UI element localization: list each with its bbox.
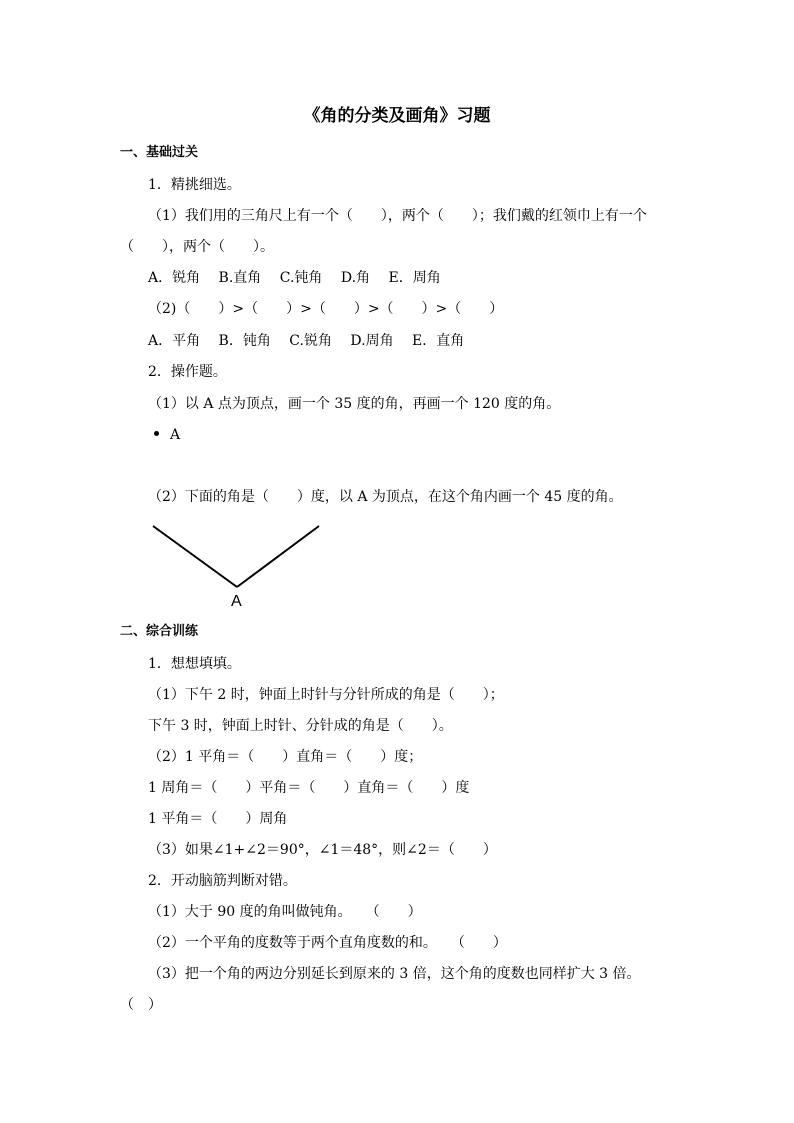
answer-options: A．锐角 B.直角 C.钝角 D.角 E．周角 xyxy=(148,270,441,286)
question-text: （1）下午 2 时，钟面上时针与分针所成的角是（ ）； xyxy=(148,687,504,703)
question-text: （2）1 平角＝（ ）直角＝（ ）度； xyxy=(148,749,423,765)
question-text: （ ） xyxy=(120,997,162,1013)
question-label: 2．开动脑筋判断对错。 xyxy=(148,873,297,889)
question-text: 1 平角＝（ ）周角 xyxy=(148,811,288,827)
question-label: 1．精挑细选。 xyxy=(148,177,241,193)
question-text: （1）我们用的三角尺上有一个（ ），两个（ ）；我们戴的红领巾上有一个 xyxy=(148,208,647,224)
question-label: 1．想想填填。 xyxy=(148,656,241,672)
question-label: 2．操作题。 xyxy=(148,364,227,380)
question-text: （ ），两个（ ）。 xyxy=(120,239,274,255)
angle-ray-left xyxy=(153,526,237,587)
point-a-dot xyxy=(154,431,159,436)
page-title: 《角的分类及画角》习题 xyxy=(303,106,491,126)
question-text: （1）大于 90 度的角叫做钝角。 （ ） xyxy=(148,904,422,920)
section-heading-basic: 一、基础过关 xyxy=(120,145,199,160)
angle-vertex-label: A xyxy=(231,593,242,610)
question-text: 1 周角＝（ ）平角＝（ ）直角＝（ ）度 xyxy=(148,780,470,796)
question-text: （2)（ ）>（ ）>（ ）>（ ）>（ ） xyxy=(148,301,504,317)
angle-ray-right xyxy=(237,526,319,587)
answer-options: A．平角 B．钝角 C.锐角 D.周角 E．直角 xyxy=(148,333,465,349)
question-text: （2）一个平角的度数等于两个直角度数的和。 （ ） xyxy=(148,935,507,951)
question-text: （3）如果∠1+∠2＝90°，∠1＝48°，则∠2＝（ ） xyxy=(148,842,497,858)
question-text: （2）下面的角是（ ）度，以 A 为顶点，在这个角内画一个 45 度的角。 xyxy=(148,489,623,505)
question-text: （1）以 A 点为顶点，画一个 35 度的角，再画一个 120 度的角。 xyxy=(148,396,561,412)
question-text: （3）把一个角的两边分别延长到原来的 3 倍，这个角的度数也同样扩大 3 倍。 xyxy=(148,966,641,982)
angle-figure xyxy=(148,520,328,612)
question-text: 下午 3 时，钟面上时针、分针成的角是（ ）。 xyxy=(148,718,453,734)
section-heading-training: 二、综合训练 xyxy=(120,624,199,639)
point-a-label: A xyxy=(170,427,181,443)
